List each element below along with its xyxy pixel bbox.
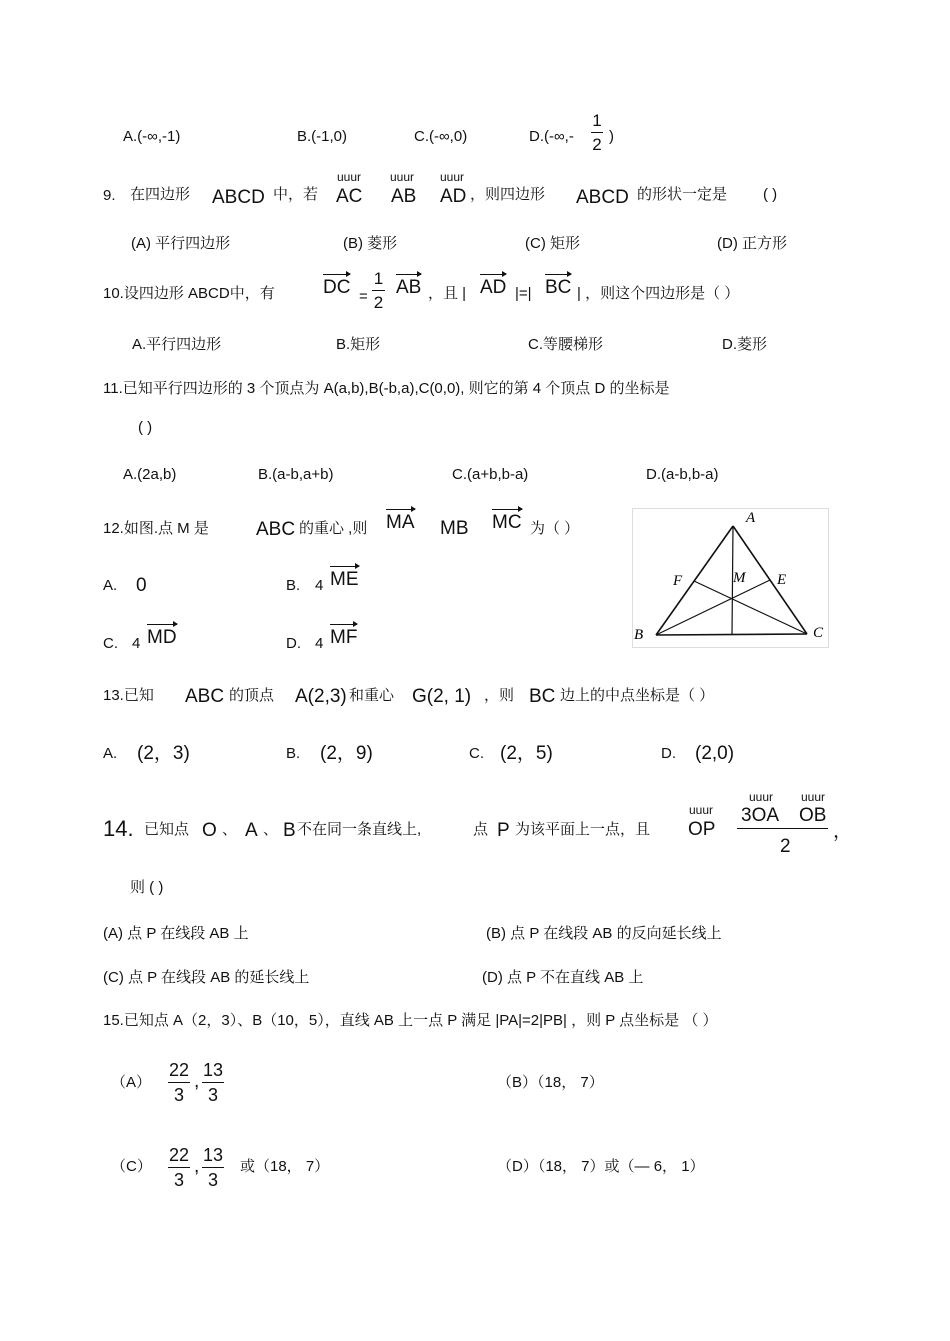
q9-option-a: (A) 平行四边形 [131,235,231,252]
q12-option-b-coef: 4 [315,577,324,594]
q12-option-d-label: D. [286,635,301,652]
q8-option-b: B.(-1,0) [297,128,348,145]
q8-option-d-prefix: D.(-∞,- [529,128,574,145]
q8-option-d-fraction: 1 2 [592,111,602,154]
q13-option-a-label: A. [103,745,118,762]
q9-text-2: 中，若 [273,186,319,203]
q10-text-1: ，且 | [428,285,467,302]
q14-text-3: 点 [473,821,489,838]
q14-text-2: 不在同一条直线上, [297,821,422,838]
q10-equals: = [359,288,368,305]
q13-option-c-value: (2，5) [500,743,553,764]
q14-vector-glyph-ob: uuur [801,790,826,804]
q13-point-a: A(2,3) [295,686,347,707]
q12-option-b-label: B. [286,577,301,594]
q9-vector-ad: AD [440,186,467,207]
q10-option-a: A.平行四边形 [132,336,222,353]
q15-option-c-comma: , [194,1156,200,1177]
q13-stem-prefix: 13.已知 [103,687,154,704]
figure-label-e: E [777,572,787,588]
q14-denominator: 2 [780,836,791,857]
q12-text-1: 的重心 ,则 [299,520,368,537]
q11-answer-paren: ( ) [138,419,153,436]
q14-vector-glyph-oa: uuur [749,790,774,804]
q15-option-b: （B）（18， 7） [497,1074,604,1091]
q14-option-d: (D) 点 P 不在直线 AB 上 [482,969,644,986]
q9-text-4: 的形状一定是 [637,186,728,203]
q9-text-3: ，则四边形 [470,186,546,203]
q13-option-d-label: D. [661,745,676,762]
q15-option-c-label: （C） [111,1158,152,1175]
q9-vector-ab: AB [391,186,417,207]
q14-vector-op: OP [688,819,716,840]
q10-text-3: | ，则这个四边形是（ ） [577,285,740,302]
q10-vector-ab: AB [396,270,421,297]
q9-vector-glyph-2: uuur [390,170,415,184]
q13-abc: ABC [185,686,225,707]
q15-option-c-fraction-2: 13 3 [202,1145,224,1190]
q12-abc: ABC [256,519,296,540]
q14-fraction-bar [737,828,828,829]
q10-vector-ad: AD [480,270,506,297]
q10-option-c: C.等腰梯形 [528,336,604,353]
q13-text-1: 的顶点 [229,687,275,704]
q13-option-b-label: B. [286,745,301,762]
q11-option-a: A.(2a,b) [123,466,177,483]
figure-label-c: C [813,625,824,641]
q9-vector-glyph-1: uuur [337,170,362,184]
q12-option-c-vector-md: MD [147,620,177,647]
q13-option-a-value: (2，3) [137,743,190,764]
q15-option-a-fraction-2: 13 3 [202,1060,224,1105]
q13-text-2: 和重心 [349,687,395,704]
q12-vector-mc: MC [492,505,522,532]
q15-option-a-fraction-1: 22 3 [168,1060,190,1105]
q14-option-b: (B) 点 P 在线段 AB 的反向延长线上 [486,925,722,942]
q12-text-2: 为（ ） [530,520,580,537]
q9-option-c: (C) 矩形 [525,235,580,252]
q12-vector-mb: MB [440,518,469,539]
q13-option-b-value: (2，9) [320,743,373,764]
q12-option-b-vector-me: ME [330,562,359,589]
q12-option-a-value: 0 [136,575,147,596]
q14-point-o: O [202,820,217,841]
q11-option-d: D.(a-b,b-a) [646,466,719,483]
q12-option-d-vector-mf: MF [330,620,357,647]
q8-option-c: C.(-∞,0) [414,128,468,145]
q13-text-4: 边上的中点坐标是（ ） [560,687,715,704]
q13-option-d-value: (2,0) [695,743,735,764]
q14-comma: ， [833,821,853,842]
q13-point-g: G(2, 1) [412,686,472,707]
q15-option-a-label: （A） [111,1074,152,1091]
q14-text-1: 已知点 [144,821,190,838]
q9-number: 9. [103,187,116,204]
q9-option-d: (D) 正方形 [717,235,787,252]
q10-text-2: |=| [515,285,532,302]
q13-bc: BC [529,686,556,707]
q10-option-b: B.矩形 [336,336,381,353]
q14-point-a: A [245,820,258,841]
q10-stem-prefix: 10.设四边形 ABCD中，有 [103,285,275,302]
q14-numerator-ob: OB [799,805,827,826]
q10-option-d: D.菱形 [722,336,768,353]
q9-answer-paren: ( ) [763,186,778,203]
q13-text-3: ，则 [484,687,515,704]
q10-vector-bc: BC [545,270,571,297]
q10-vector-dc: DC [323,270,350,297]
figure-label-b: B [634,627,644,643]
q11-option-c: C.(a+b,b-a) [452,466,529,483]
q12-option-c-label: C. [103,635,118,652]
q14-text-4: 为该平面上一点，且 [515,821,651,838]
q15-option-c-fraction-1: 22 3 [168,1145,190,1190]
q8-option-d-suffix: ) [609,128,614,145]
q9-vector-glyph-3: uuur [440,170,465,184]
figure-label-f: F [673,573,683,589]
q8-option-a: A.(-∞,-1) [123,128,181,145]
q12-option-a-label: A. [103,577,118,594]
q11-stem: 11.已知平行四边形的 3 个顶点为 A(a,b),B(-b,a),C(0,0), 则它的第 4 个顶点 D 的坐标是 [103,380,670,397]
q14-vector-glyph-op: uuur [689,803,714,817]
q14-numerator-3oa: 3OA [741,805,780,826]
q12-option-d-coef: 4 [315,635,324,652]
q14-option-c: (C) 点 P 在线段 AB 的延长线上 [103,969,310,986]
q9-abcd: ABCD [212,187,265,208]
q11-option-b: B.(a-b,a+b) [258,466,334,483]
q12-option-c-coef: 4 [132,635,141,652]
triangle-centroid-figure [632,508,829,648]
q12-vector-ma: MA [386,505,415,532]
side-ab [656,526,733,635]
q15-option-d: （D）（18， 7）或（— 6， 1） [497,1158,705,1175]
q14-number: 14. [103,816,134,841]
q14-point-p: P [497,820,510,841]
q12-stem-prefix: 12.如图.点 M 是 [103,520,209,537]
q10-fraction-half: 1 2 [373,269,384,312]
q9-abcd-2: ABCD [576,187,629,208]
q14-answer-paren: 则 ( ) [130,879,164,896]
q9-text-1: 在四边形 [130,186,191,203]
q14-sep-2: 、 [263,821,279,838]
figure-label-a: A [746,510,756,526]
q15-stem: 15.已知点 A（2，3）、B（10，5），直线 AB 上一点 P 满足 |PA|=2|PB| ，则 P 点坐标是 （ ） [103,1012,718,1029]
q15-option-a-comma: , [194,1071,200,1092]
q15-option-c-tail: 或（18， 7） [240,1158,330,1175]
q9-vector-ac: AC [336,186,363,207]
q9-option-b: (B) 菱形 [343,235,398,252]
q14-point-b: B [283,820,296,841]
figure-label-m: M [733,570,746,586]
q14-option-a: (A) 点 P 在线段 AB 上 [103,925,249,942]
q13-option-c-label: C. [469,745,484,762]
q14-sep-1: 、 [222,821,238,838]
